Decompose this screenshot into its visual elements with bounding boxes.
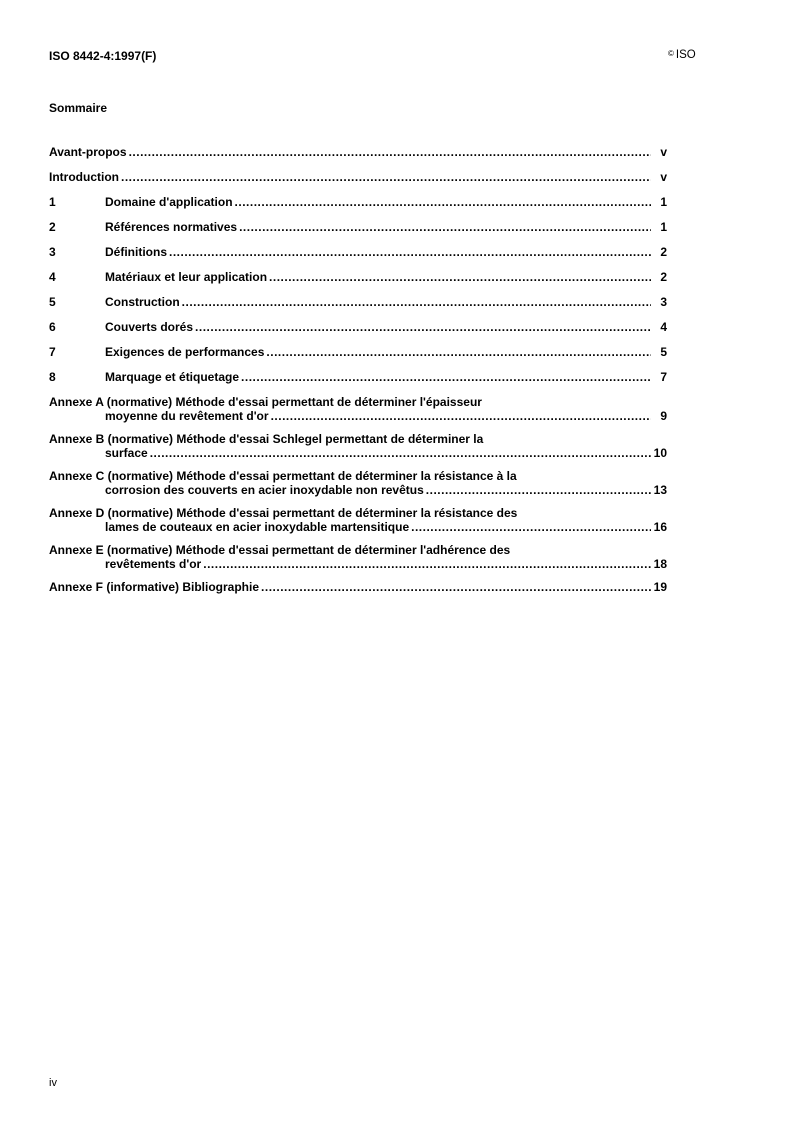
toc-entry-page: 2 [660, 270, 667, 284]
toc-entry-page: 16 [653, 520, 667, 534]
toc-entry-page: 13 [653, 483, 667, 497]
toc-entry-number: 2 [49, 220, 56, 234]
document-id: ISO 8442-4:1997(F) [49, 49, 157, 63]
toc-leader-dots [203, 557, 651, 571]
toc-entry-annexe-b[interactable] [49, 432, 667, 469]
copyright-notice [668, 49, 696, 61]
toc-entry-label: Matériaux et leur application [105, 270, 268, 284]
toc-entry-label: Marquage et étiquetage [105, 370, 240, 384]
toc-entry-page: 3 [660, 295, 667, 309]
toc-entry-number: 3 [49, 245, 56, 259]
toc-entry-5[interactable] [49, 295, 667, 320]
toc-entry-label-continued: lames de couteaux en acier inoxydable martensitique [105, 520, 410, 534]
toc-entry-6[interactable] [49, 320, 667, 345]
toc-entry-number: 1 [49, 195, 56, 209]
toc-entry-label: Annexe F (informative) Bibliographie [49, 580, 260, 594]
toc-entry-page: 4 [660, 320, 667, 334]
toc-entry-page: 2 [660, 245, 667, 259]
toc-entry-label-continued: moyenne du revêtement d'or [105, 409, 269, 423]
toc-entry-annexe-a[interactable] [49, 395, 667, 432]
toc-leader-dots [121, 170, 651, 184]
toc-leader-dots [182, 295, 651, 309]
toc-entry-label: Exigences de performances [105, 345, 265, 359]
toc-entry-page: 18 [653, 557, 667, 571]
toc-entry-label: Annexe E (normative) Méthode d'essai permettant de déterminer l'adhérence des [49, 543, 511, 557]
page-number: iv [49, 1077, 57, 1089]
toc-leader-dots [169, 245, 651, 259]
toc-entry-number: 7 [49, 345, 56, 359]
toc-entry-7[interactable] [49, 345, 667, 370]
toc-entry-annexe-f[interactable] [49, 580, 667, 605]
toc-entry-label: Annexe D (normative) Méthode d'essai permettant de déterminer la résistance des [49, 506, 518, 520]
toc-entry-annexe-d[interactable] [49, 506, 667, 543]
toc-entry-page: 19 [653, 580, 667, 594]
toc-entry-label-continued: revêtements d'or [105, 557, 202, 571]
toc-entry-label-continued: surface [105, 446, 148, 460]
toc-entry-label: Annexe B (normative) Méthode d'essai Schlegel permettant de déterminer la [49, 432, 484, 446]
toc-entry-label: Avant-propos [49, 145, 127, 159]
toc-entry-4[interactable] [49, 270, 667, 295]
toc-entry-page: 5 [660, 345, 667, 359]
toc-entry-2[interactable] [49, 220, 667, 245]
toc-entry-page: 9 [660, 409, 667, 423]
toc-leader-dots [269, 270, 651, 284]
toc-entry-label: Domaine d'application [105, 195, 233, 209]
copyright-owner: ISO [675, 49, 696, 61]
toc-leader-dots [195, 320, 651, 334]
toc-entry-annexe-c[interactable] [49, 469, 667, 506]
toc-leader-dots [241, 370, 651, 384]
copyright-symbol: © [668, 49, 674, 58]
toc-entry-label: Annexe A (normative) Méthode d'essai permettant de déterminer l'épaisseur [49, 395, 482, 409]
toc-entry-page: 1 [660, 220, 667, 234]
toc-leader-dots [266, 345, 651, 359]
toc-entry-3[interactable] [49, 245, 667, 270]
toc-leader-dots [239, 220, 651, 234]
toc-leader-dots [271, 409, 651, 423]
toc-leader-dots [129, 145, 651, 159]
toc-entry-label: Couverts dorés [105, 320, 194, 334]
table-of-contents [49, 145, 667, 605]
toc-entry-label: Références normatives [105, 220, 238, 234]
toc-entry-label: Construction [105, 295, 180, 309]
toc-entry-label: Introduction [49, 170, 119, 184]
toc-entry-label: Annexe C (normative) Méthode d'essai permettant de déterminer la résistance à la [49, 469, 517, 483]
toc-leader-dots [150, 446, 651, 460]
toc-entry-page: 10 [653, 446, 667, 460]
toc-leader-dots [411, 520, 651, 534]
toc-entry-number: 4 [49, 270, 56, 284]
toc-entry-introduction[interactable] [49, 170, 667, 195]
toc-entry-number: 8 [49, 370, 56, 384]
toc-entry-1[interactable] [49, 195, 667, 220]
toc-entry-page: v [660, 170, 667, 184]
toc-leader-dots [426, 483, 651, 497]
toc-leader-dots [261, 580, 651, 594]
toc-entry-page: v [660, 145, 667, 159]
toc-entry-annexe-e[interactable] [49, 543, 667, 580]
toc-entry-avant-propos[interactable] [49, 145, 667, 170]
toc-entry-label: Définitions [105, 245, 167, 259]
toc-leader-dots [235, 195, 651, 209]
toc-entry-number: 5 [49, 295, 56, 309]
toc-entry-page: 1 [660, 195, 667, 209]
page-title: Sommaire [49, 101, 108, 115]
toc-entry-page: 7 [660, 370, 667, 384]
toc-entry-8[interactable] [49, 370, 667, 395]
toc-entry-number: 6 [49, 320, 56, 334]
toc-entry-label-continued: corrosion des couverts en acier inoxydable non revêtus [105, 483, 424, 497]
